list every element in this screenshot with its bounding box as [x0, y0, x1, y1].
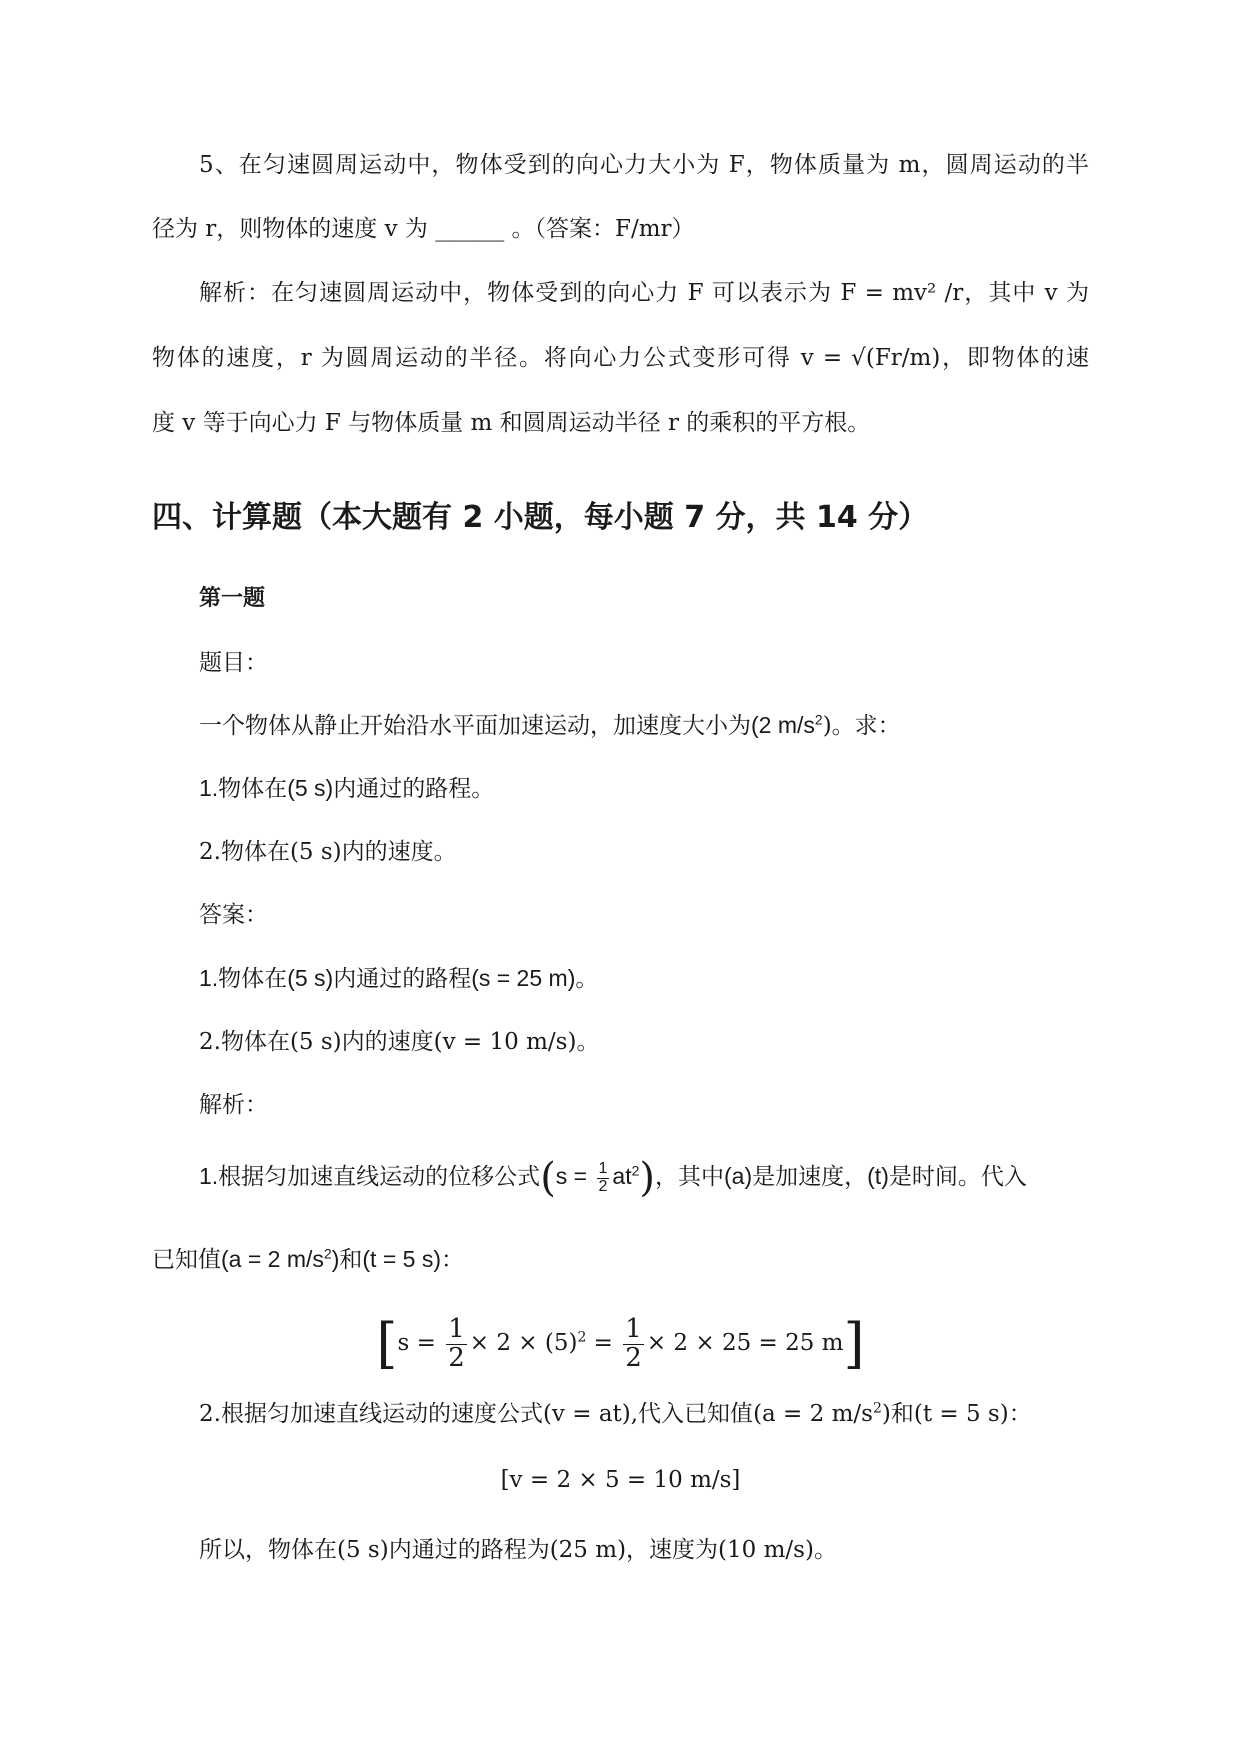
q5-analysis-line-3: 度 v 等于向心力 F 与物体质量 m 和圆周运动半径 r 的乘积的平方根。 [152, 410, 871, 436]
question-text [199, 708, 901, 743]
answer-2-time: (5 s) [289, 1029, 342, 1055]
fraction-half-2 [623, 1316, 644, 1372]
analysis-label: 解析： [199, 1092, 268, 1118]
answer-2-end: 。 [576, 1029, 600, 1055]
q5-line-2: 径为 r，则物体的速度 v 为 ______ 。（答案：F/mr） [152, 216, 695, 242]
answer-2-pre: 2.物体在 [199, 1029, 290, 1055]
ask-2-post: 内的速度。 [341, 839, 457, 865]
answer-2-mid: 内的速度 [341, 1029, 434, 1055]
step-1b-end: ： [440, 1247, 464, 1273]
step-1-t: (t) [867, 1163, 889, 1189]
conclusion-end: 。 [813, 1537, 837, 1563]
step-2-and: 和 [890, 1401, 914, 1427]
analysis-step-1 [199, 1155, 1027, 1203]
equation-1-equals: = [586, 1330, 621, 1356]
step-2-formula: (v = at) [542, 1401, 631, 1427]
section-heading: 四、计算题（本大题有 2 小题，每小题 7 分，共 14 分） [152, 500, 929, 535]
analysis-step-2 [199, 1397, 1032, 1431]
question-accel-value: (2 m/s [751, 712, 815, 738]
fraction-1-numerator: 1 [448, 1314, 465, 1345]
answer-2-value: (v = 10 m/s) [433, 1029, 577, 1055]
answer-1 [199, 961, 598, 996]
conclusion-pre: 所以，物体在 [199, 1537, 337, 1563]
step-1-pre: 1.根据匀加速直线运动的位移公式 [199, 1163, 541, 1189]
problem-heading: 第一题 [199, 586, 266, 611]
answer-1-mid: 内通过的路程 [333, 966, 472, 992]
ask-2 [199, 835, 457, 869]
equation-2: [v = 2 × 5 = 10 m/s] [500, 1467, 741, 1493]
conclusion-mid-2: ，速度为 [626, 1537, 719, 1563]
fraction-half-small [597, 1161, 610, 1196]
answer-2 [199, 1025, 599, 1059]
step-2-mid: ,代入已知值 [630, 1401, 754, 1427]
fraction-denominator: 2 [598, 1177, 608, 1195]
answer-label: 答案： [199, 902, 268, 928]
question-text-main: 一个物体从静止开始沿水平面加速运动，加速度大小为 [199, 713, 751, 739]
equation-1 [0, 1306, 1241, 1380]
fraction-half-1 [446, 1316, 467, 1372]
step-1-formula-s: s = [555, 1163, 594, 1189]
answer-1-time: (5 s) [287, 965, 334, 991]
step-1-a: (a) [724, 1163, 753, 1189]
q5-analysis-line-2: 物体的速度，r 为圆周运动的半径。将向心力公式变形可得 v = √(Fr/m)，即物体的速 [152, 345, 1089, 371]
step-2-end: ： [1008, 1401, 1032, 1427]
step-1b-a: (a = 2 m/s [221, 1246, 324, 1272]
fraction-1-denominator: 2 [448, 1342, 465, 1373]
fraction-2-denominator: 2 [625, 1342, 642, 1373]
ask-2-time: (5 s) [289, 839, 342, 865]
formula-close-paren: ) [639, 1155, 656, 1201]
answer-1-end: 。 [575, 966, 599, 992]
ask-1-pre: 1.物体在 [199, 775, 288, 801]
step-1b-and: 和 [339, 1247, 363, 1273]
analysis-step-1b [152, 1242, 464, 1277]
question-accel-exp: 2 [814, 711, 823, 728]
question-accel-tail: )。求： [822, 713, 901, 739]
step-2-a-exp: 2 [872, 1400, 882, 1417]
q5-analysis-line-1: 解析：在匀速圆周运动中，物体受到的向心力 F 可以表示为 F = mv² /r，其中 v 为 [199, 280, 1089, 306]
step-2-t: (t = 5 s) [913, 1401, 1009, 1427]
step-1b-a-exp: 2 [323, 1245, 332, 1262]
step-2-pre: 2.根据匀加速直线运动的速度公式 [199, 1401, 543, 1427]
ask-1 [199, 771, 494, 806]
step-1b-t: (t = 5 s) [362, 1246, 441, 1272]
ask-1-post: 内通过的路程。 [333, 776, 495, 802]
step-2-a: (a = 2 m/s [753, 1401, 873, 1427]
conclusion-velocity: (10 m/s) [718, 1537, 814, 1563]
conclusion-distance: (25 m) [549, 1537, 627, 1563]
step-1-a-desc: 是加速度， [752, 1164, 868, 1190]
q5-line-1: 5、在匀速圆周运动中，物体受到的向心力大小为 F，物体质量为 m，圆周运动的半 [199, 152, 1089, 178]
equation-1-part-2: × 2 × 25 = 25 m [646, 1330, 844, 1356]
equation-1-part-1: × 2 × (5) [469, 1330, 578, 1356]
step-1b-pre: 已知值 [152, 1247, 221, 1273]
answer-1-pre: 1.物体在 [199, 965, 288, 991]
equation-1-close-bracket: ] [843, 1312, 865, 1375]
answer-1-value: (s = 25 m) [471, 965, 576, 991]
fraction-numerator: 1 [598, 1159, 608, 1177]
step-1-formula-exp: 2 [631, 1162, 640, 1179]
conclusion-time: (5 s) [337, 1537, 389, 1563]
question-label: 题目： [199, 650, 268, 676]
step-1b-a-tail: ) [331, 1246, 340, 1272]
step-1-t-desc: 是时间。代入 [888, 1164, 1027, 1190]
formula-open-paren: ( [540, 1155, 556, 1201]
step-1-mid: ，其中 [655, 1164, 725, 1190]
step-1-formula-at: at [612, 1163, 632, 1189]
fraction-2-numerator: 1 [625, 1314, 642, 1345]
ask-2-pre: 2.物体在 [199, 839, 290, 865]
equation-1-open-bracket: [ [376, 1312, 398, 1375]
question-accel [751, 712, 823, 738]
conclusion [199, 1533, 837, 1567]
ask-1-time: (5 s) [287, 775, 334, 801]
step-2-a-tail: ) [881, 1401, 891, 1427]
conclusion-mid: 内通过的路程为 [388, 1537, 550, 1563]
equation-1-exp: 2 [577, 1329, 587, 1346]
equation-1-s: s = [397, 1330, 444, 1356]
